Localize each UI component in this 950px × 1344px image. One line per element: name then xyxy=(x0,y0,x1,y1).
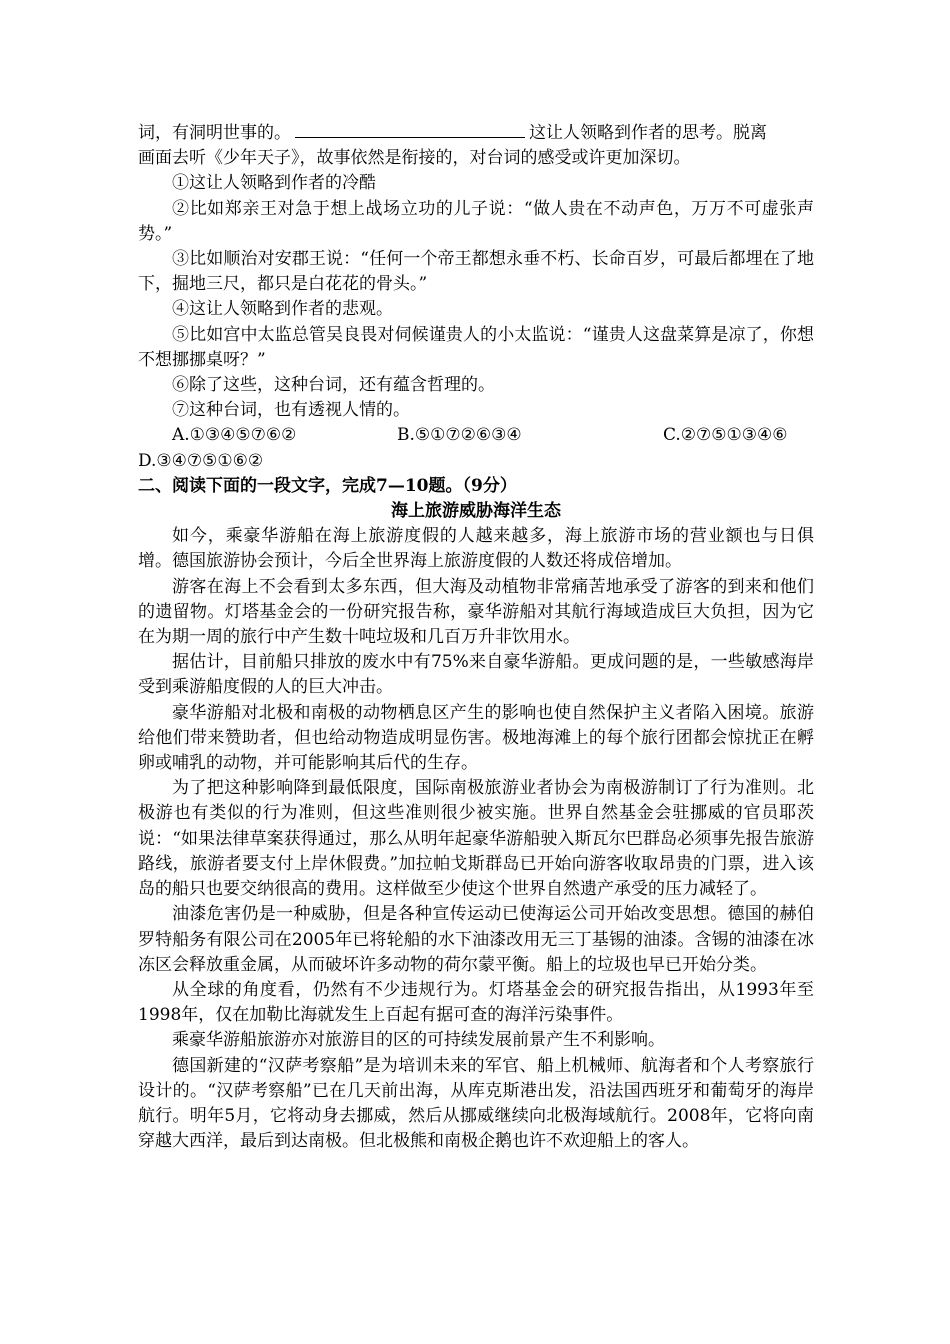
paragraph-4: 豪华游船对北极和南极的动物栖息区产生的影响也使自然保护主义者陷入困境。旅游给他们带来赞助者，但也给动物造成明显伤害。极地海滩上的每个旅行团都会惊扰正在孵卵或哺乳的动物，并可能影响其后代的生存。 xyxy=(138,702,814,774)
paragraph-3: 据估计，目前船只排放的废水中有75%来自豪华游船。更成问题的是，一些敏感海岸受到乘游船度假的人的巨大冲击。 xyxy=(138,652,814,698)
item-4: ④这让人领略到作者的悲观。 xyxy=(172,299,393,320)
option-b: B.⑤①⑦②⑥③④ xyxy=(397,425,522,446)
intro-text-start: 词，有洞明世事的。 xyxy=(138,123,291,143)
article-title: 海上旅游威胁海洋生态 xyxy=(391,501,561,522)
answer-blank[interactable] xyxy=(295,121,525,138)
item-1: ①这让人领略到作者的冷酷 xyxy=(172,173,376,194)
paragraph-8: 乘豪华游船旅游亦对旅游目的区的可持续发展前景产生不利影响。 xyxy=(172,1030,665,1051)
option-a: A.①③④⑤⑦⑥② xyxy=(172,425,297,446)
paragraph-7: 从全球的角度看，仍然有不少违规行为。灯塔基金会的研究报告指出，从1993年至1998年，仅在加勒比海就发生上百起有据可查的海洋污染事件。 xyxy=(138,979,814,1026)
intro-line-2: 画面去听《少年天子》，故事依然是衔接的，对台词的感受或许更加深切。 xyxy=(138,148,691,169)
paragraph-9: 德国新建的“汉萨考察船”是为培训未来的军官、船上机械师、航海者和个人考察旅行设计的。“汉萨考察船”已在几天前出海，从库克斯港出发，沿法国西班牙和葡萄牙的海岸航行。明年5月，它将动身去挪威，然后从挪威继续向北极海域航行。2008年，它将向南穿越大西洋，最后到达南极。但北极熊和南极企鹅也许不欢迎船上的客人。 xyxy=(138,1055,814,1152)
intro-line-1 xyxy=(138,121,814,146)
option-c: C.②⑦⑤①③④⑥ xyxy=(663,425,788,446)
answer-options xyxy=(138,423,814,448)
paragraph-2: 游客在海上不会看到太多东西，但大海及动植物非常痛苦地承受了游客的到来和他们的遗留物。灯塔基金会的一份研究报告称，豪华游船对其航行海域造成巨大负担，因为它在为期一周的旅行中产生数十吨垃圾和几百万升非饮用水。 xyxy=(138,576,814,648)
section-heading: 二、阅读下面的一段文字，完成7—10题。（9分） xyxy=(138,475,517,496)
option-d: D.③④⑦⑤①⑥② xyxy=(138,450,264,471)
item-3: ③比如顺治对安郡王说：“任何一个帝王都想永垂不朽、长命百岁，可最后都埋在了地下，掘地三尺，都只是白花花的骨头。” xyxy=(138,249,814,295)
intro-text-end: 这让人领略到作者的思考。脱离 xyxy=(529,123,767,143)
paragraph-5: 为了把这种影响降到最低限度，国际南极旅游业者协会为南极游制订了行为准则。北极游也有类似的行为准则，但这些准则很少被实施。世界自然基金会驻挪威的官员耶茨说：“如果法律草案获得通过，那么从明年起豪华游船驶入斯瓦尔巴群岛必须事先报告旅游路线，旅游者要支付上岸休假费。”加拉帕戈斯群岛已开始向游客收取昂贵的门票，进入该岛的船只也要交纳很高的费用。这样做至少使这个世界自然遗产承受的压力减轻了。 xyxy=(138,778,814,900)
item-5: ⑤比如宫中太监总管吴良畏对伺候谨贵人的小太监说：“谨贵人这盘菜算是凉了，你想不想挪挪桌呀？” xyxy=(138,324,814,370)
item-7: ⑦这种台词，也有透视人情的。 xyxy=(172,400,410,421)
paragraph-1: 如今，乘豪华游船在海上旅游度假的人越来越多，海上旅游市场的营业额也与日俱增。德国旅游协会预计，今后全世界海上旅游度假的人数还将成倍增加。 xyxy=(138,526,814,572)
item-2: ②比如郑亲王对急于想上战场立功的儿子说：“做人贵在不动声色，万万不可虚张声势。” xyxy=(138,198,814,244)
paragraph-6: 油漆危害仍是一种威胁，但是各种宣传运动已使海运公司开始改变思想。德国的赫伯罗特船务有限公司在2005年已将轮船的水下油漆改用无三丁基锡的油漆。含锡的油漆在冰冻区会释放重金属，从而破坏许多动物的荷尔蒙平衡。船上的垃圾也早已开始分类。 xyxy=(138,904,814,975)
document-page xyxy=(138,121,814,1154)
item-6: ⑥除了这些，这种台词，还有蕴含哲理的。 xyxy=(172,375,495,396)
